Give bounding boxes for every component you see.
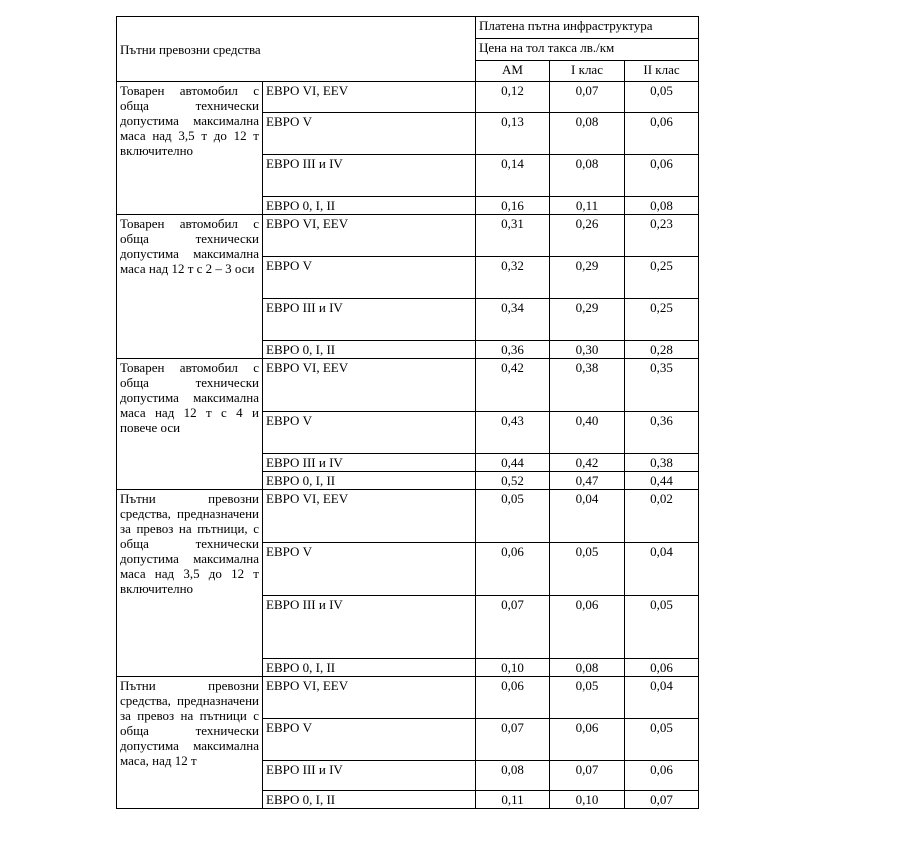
- price-class-1-cell: 0,47: [550, 472, 625, 490]
- price-class-2-cell: 0,28: [625, 341, 699, 359]
- vehicle-category-cell: Пътни превозни средства, предназначени за превоз на пътници с обща технически допустима максимална маса, над 12 т: [117, 677, 263, 809]
- column-header-class-2: II клас: [625, 61, 699, 82]
- table-row: [117, 359, 699, 412]
- price-class-2-cell: 0,36: [625, 412, 699, 454]
- vehicles-header: Пътни превозни средства: [117, 17, 476, 82]
- vehicle-category-cell: Товарен автомобил с обща технически допустима максимална маса над 12 т с 4 и повече оси: [117, 359, 263, 490]
- euro-class-cell: ЕВРО 0, I, II: [263, 197, 476, 215]
- price-am-cell: 0,31: [476, 215, 550, 257]
- paid-infrastructure-header: Платена пътна инфраструктура: [476, 17, 699, 39]
- price-am-cell: 0,52: [476, 472, 550, 490]
- euro-class-cell: ЕВРО VI, EEV: [263, 82, 476, 113]
- price-class-1-cell: 0,08: [550, 659, 625, 677]
- euro-class-cell: ЕВРО VI, EEV: [263, 677, 476, 719]
- price-am-cell: 0,07: [476, 719, 550, 761]
- price-am-cell: 0,08: [476, 761, 550, 791]
- price-class-2-cell: 0,06: [625, 155, 699, 197]
- price-class-1-cell: 0,10: [550, 791, 625, 809]
- vehicle-category-cell: Товарен автомобил с обща технически допустима максимална маса над 12 т с 2 – 3 оси: [117, 215, 263, 359]
- column-header-class-1: I клас: [550, 61, 625, 82]
- euro-class-cell: ЕВРО V: [263, 412, 476, 454]
- price-class-1-cell: 0,42: [550, 454, 625, 472]
- price-class-2-cell: 0,23: [625, 215, 699, 257]
- euro-class-cell: ЕВРО 0, I, II: [263, 341, 476, 359]
- price-class-2-cell: 0,08: [625, 197, 699, 215]
- column-header-am: АМ: [476, 61, 550, 82]
- price-am-cell: 0,43: [476, 412, 550, 454]
- euro-class-cell: ЕВРО V: [263, 113, 476, 155]
- price-am-cell: 0,06: [476, 677, 550, 719]
- price-class-2-cell: 0,04: [625, 543, 699, 596]
- table-row: [117, 82, 699, 113]
- price-class-2-cell: 0,05: [625, 719, 699, 761]
- toll-price-table: [116, 16, 699, 809]
- toll-price-header: Цена на тол такса лв./км: [476, 39, 699, 61]
- price-am-cell: 0,13: [476, 113, 550, 155]
- euro-class-cell: ЕВРО V: [263, 719, 476, 761]
- price-class-2-cell: 0,02: [625, 490, 699, 543]
- euro-class-cell: ЕВРО VI, EEV: [263, 215, 476, 257]
- price-am-cell: 0,12: [476, 82, 550, 113]
- price-class-1-cell: 0,05: [550, 677, 625, 719]
- euro-class-cell: ЕВРО 0, I, II: [263, 791, 476, 809]
- euro-class-cell: ЕВРО 0, I, II: [263, 659, 476, 677]
- price-am-cell: 0,05: [476, 490, 550, 543]
- euro-class-cell: ЕВРО V: [263, 257, 476, 299]
- price-class-1-cell: 0,11: [550, 197, 625, 215]
- price-am-cell: 0,36: [476, 341, 550, 359]
- price-am-cell: 0,16: [476, 197, 550, 215]
- price-class-2-cell: 0,06: [625, 113, 699, 155]
- price-class-2-cell: 0,25: [625, 299, 699, 341]
- price-am-cell: 0,10: [476, 659, 550, 677]
- euro-class-cell: ЕВРО VI, EEV: [263, 490, 476, 543]
- price-am-cell: 0,42: [476, 359, 550, 412]
- price-class-2-cell: 0,07: [625, 791, 699, 809]
- price-class-2-cell: 0,05: [625, 82, 699, 113]
- price-class-1-cell: 0,30: [550, 341, 625, 359]
- price-class-2-cell: 0,44: [625, 472, 699, 490]
- table-row: [117, 677, 699, 719]
- price-am-cell: 0,06: [476, 543, 550, 596]
- euro-class-cell: ЕВРО III и IV: [263, 761, 476, 791]
- price-class-1-cell: 0,05: [550, 543, 625, 596]
- price-class-2-cell: 0,05: [625, 596, 699, 659]
- price-class-2-cell: 0,25: [625, 257, 699, 299]
- price-class-1-cell: 0,04: [550, 490, 625, 543]
- price-class-1-cell: 0,38: [550, 359, 625, 412]
- price-class-2-cell: 0,35: [625, 359, 699, 412]
- table-row: [117, 490, 699, 543]
- price-class-1-cell: 0,07: [550, 761, 625, 791]
- price-class-1-cell: 0,07: [550, 82, 625, 113]
- price-class-1-cell: 0,29: [550, 299, 625, 341]
- euro-class-cell: ЕВРО V: [263, 543, 476, 596]
- price-class-2-cell: 0,06: [625, 659, 699, 677]
- euro-class-cell: ЕВРО III и IV: [263, 155, 476, 197]
- table-body: [117, 17, 699, 809]
- price-am-cell: 0,32: [476, 257, 550, 299]
- price-am-cell: 0,44: [476, 454, 550, 472]
- price-am-cell: 0,11: [476, 791, 550, 809]
- euro-class-cell: ЕВРО III и IV: [263, 299, 476, 341]
- price-am-cell: 0,14: [476, 155, 550, 197]
- vehicle-category-cell: Товарен автомобил с обща технически допустима максимална маса над 3,5 т до 12 т включително: [117, 82, 263, 215]
- price-class-1-cell: 0,06: [550, 719, 625, 761]
- price-class-1-cell: 0,26: [550, 215, 625, 257]
- price-class-2-cell: 0,06: [625, 761, 699, 791]
- euro-class-cell: ЕВРО VI, EEV: [263, 359, 476, 412]
- price-class-1-cell: 0,40: [550, 412, 625, 454]
- table-row: [117, 215, 699, 257]
- euro-class-cell: ЕВРО III и IV: [263, 454, 476, 472]
- price-class-2-cell: 0,38: [625, 454, 699, 472]
- price-class-1-cell: 0,08: [550, 155, 625, 197]
- price-class-1-cell: 0,08: [550, 113, 625, 155]
- euro-class-cell: ЕВРО 0, I, II: [263, 472, 476, 490]
- price-class-2-cell: 0,04: [625, 677, 699, 719]
- vehicle-category-cell: Пътни превозни средства, предназначени за превоз на пътници, с обща технически допустима максимална маса над 3,5 до 12 т включително: [117, 490, 263, 677]
- euro-class-cell: ЕВРО III и IV: [263, 596, 476, 659]
- price-class-1-cell: 0,06: [550, 596, 625, 659]
- price-class-1-cell: 0,29: [550, 257, 625, 299]
- price-am-cell: 0,34: [476, 299, 550, 341]
- price-am-cell: 0,07: [476, 596, 550, 659]
